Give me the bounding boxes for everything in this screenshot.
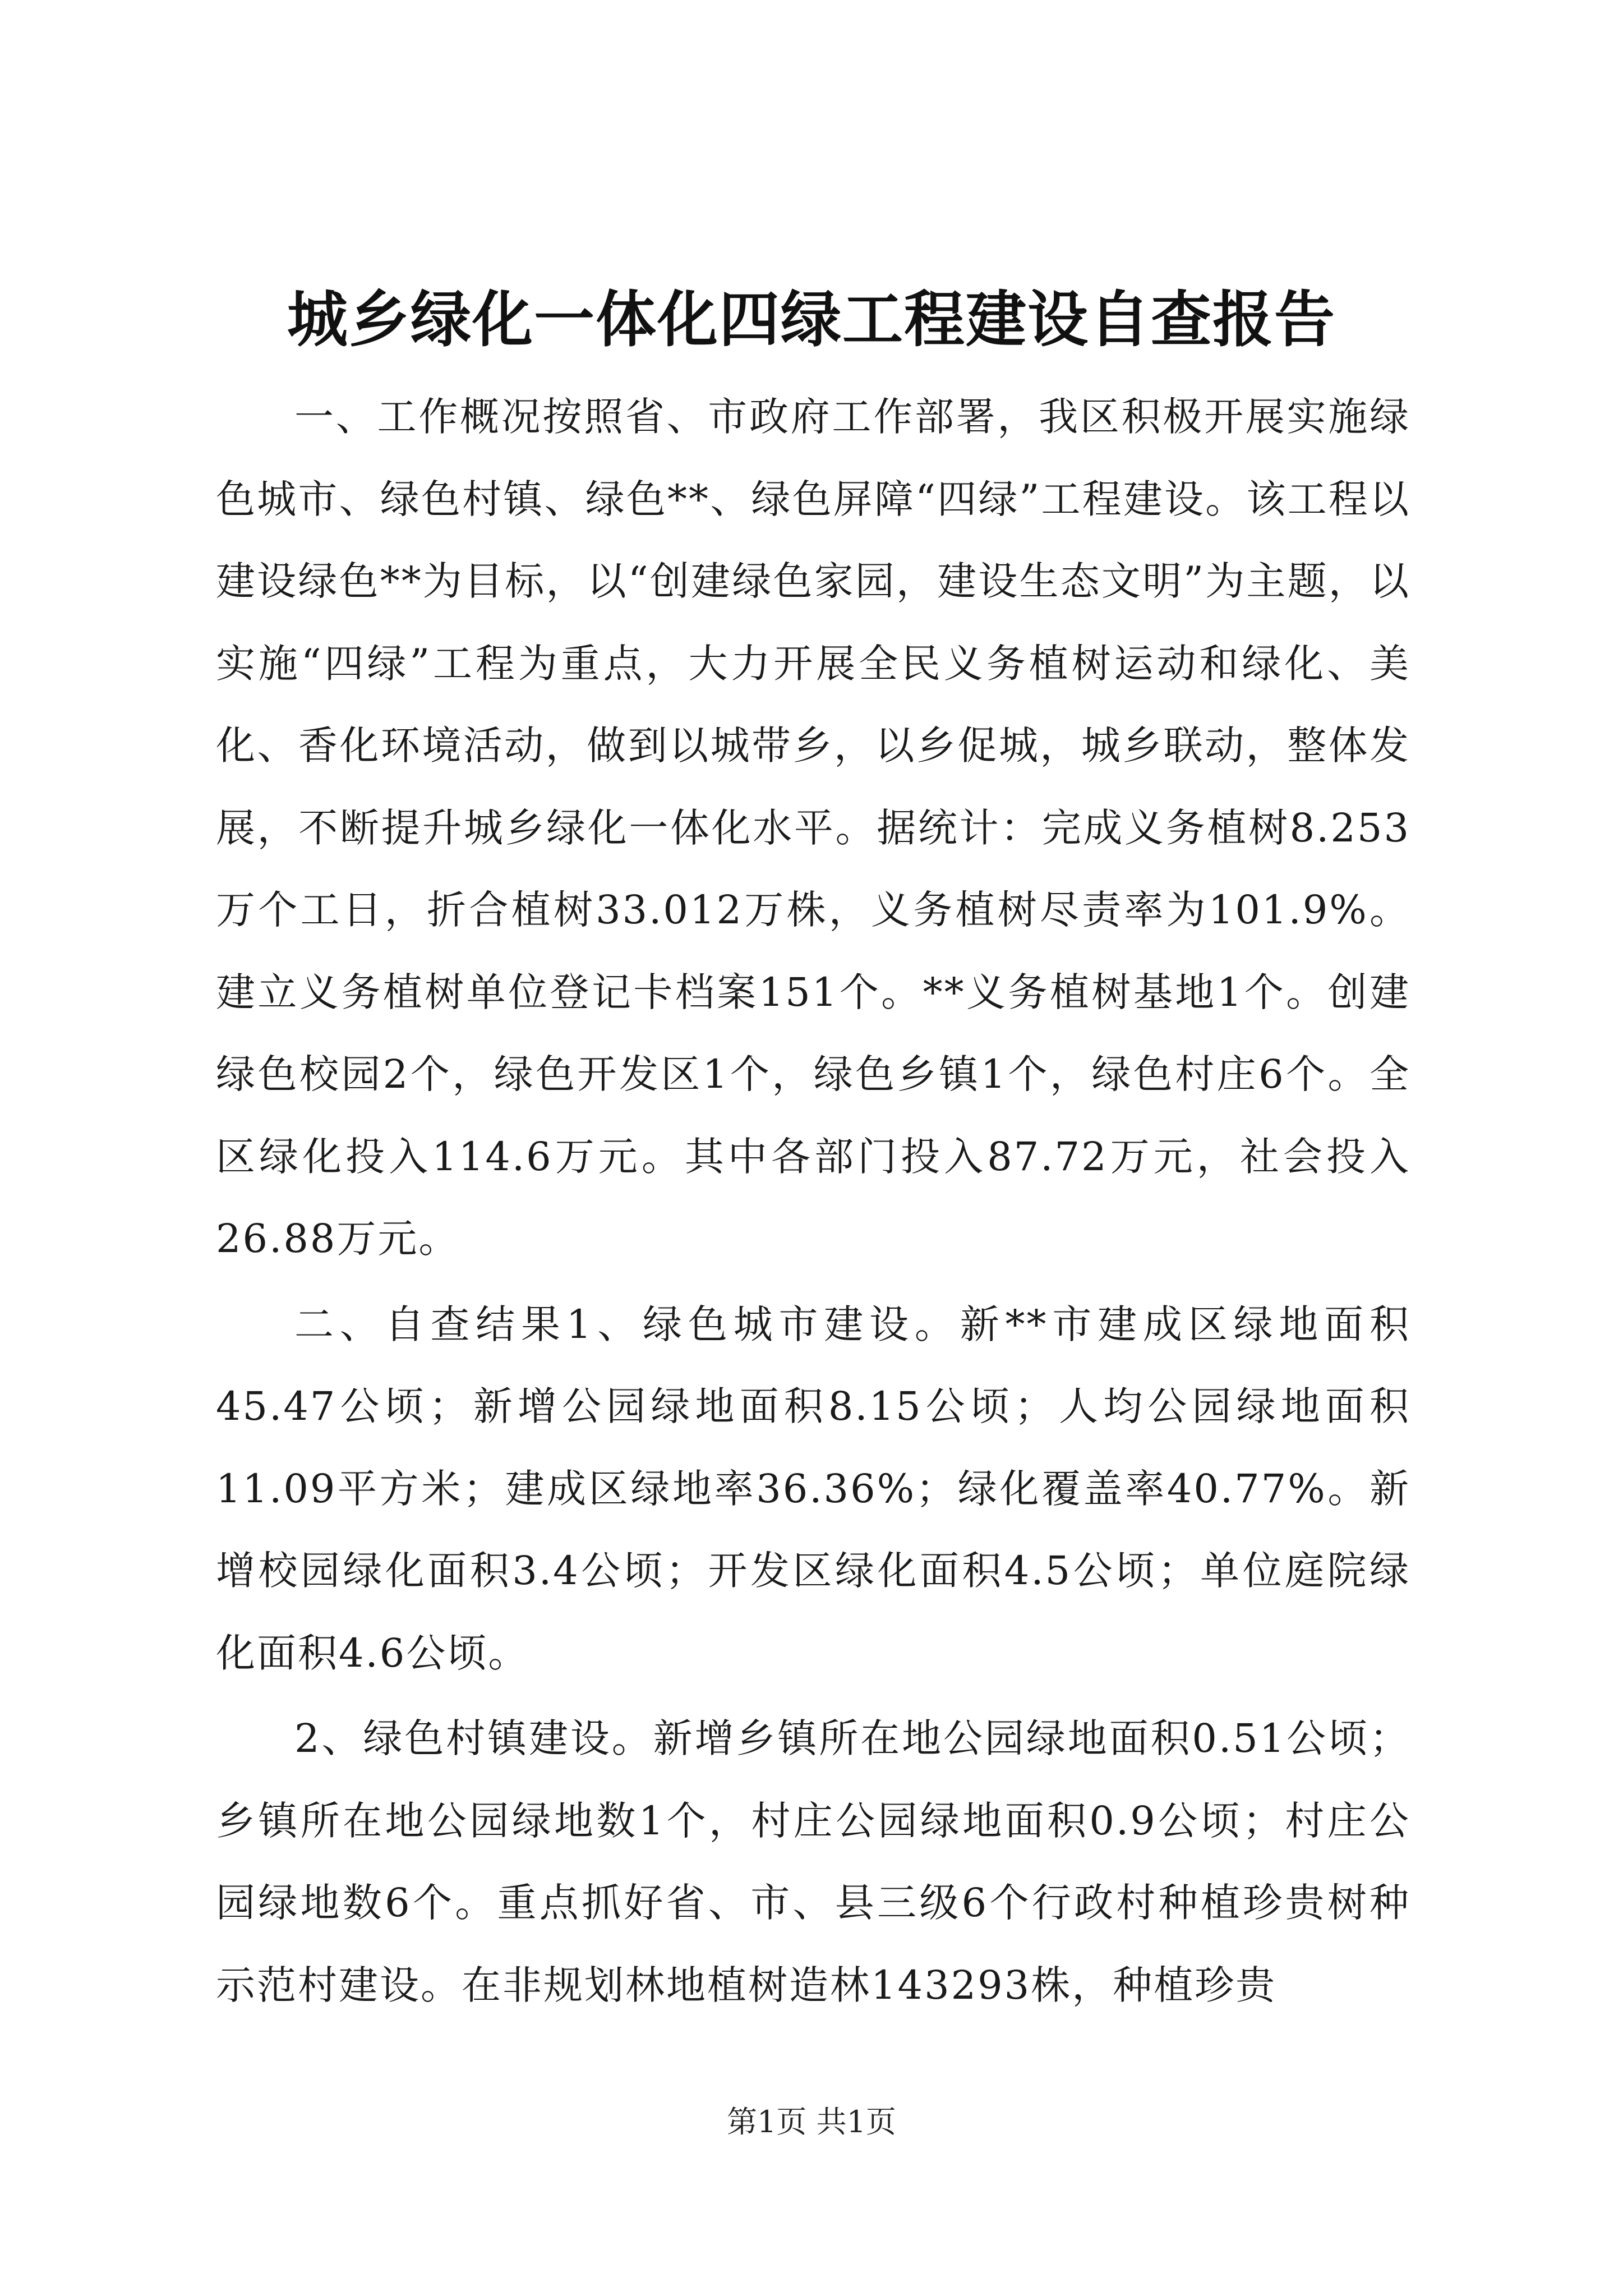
page-number-footer: 第1页 共1页 (727, 2104, 896, 2139)
paragraph-self-check-results: 二、自查结果1、绿色城市建设。新**市建成区绿地面积45.47公顷；新增公园绿地面积8.15公顷；人均公园绿地面积11.09平方米；建成区绿地率36.36%；绿化覆盖率40.77%。新增校园绿化面积3.4公顷；开发区绿化面积4.5公顷；单位庭院绿化面积4.6公顷。 (216, 1301, 1410, 1676)
document-body (216, 376, 1410, 2026)
paragraph-work-overview: 一、工作概况按照省、市政府工作部署，我区积极开展实施绿色城市、绿色村镇、绿色**、绿色屏障“四绿”工程建设。该工程以建设绿色**为目标，以“创建绿色家园，建设生态文明”为主题，以实施“四绿”工程为重点，大力开展全民义务植树运动和绿化、美化、香化环境活动，做到以城带乡，以乡促城，城乡联动，整体发展，不断提升城乡绿化一体化水平。据统计：完成义务植树8.253万个工日，折合植树33.012万株，义务植树尽责率为101.9%。建立义务植树单位登记卡档案151个。**义务植树基地1个。创建绿色校园2个，绿色开发区1个，绿色乡镇1个，绿色村庄6个。全区绿化投入114.6万元。其中各部门投入87.72万元，社会投入26.88万元。 (216, 394, 1410, 1262)
paragraph-green-villages: 2、绿色村镇建设。新增乡镇所在地公园绿地面积0.51公顷；乡镇所在地公园绿地数1个，村庄公园绿地面积0.9公顷；村庄公园绿地数6个。重点抓好省、市、县三级6个行政村种植珍贵树种示范村建设。在非规划林地植树造林143293株，种植珍贵 (216, 1715, 1410, 2008)
document-title: 城乡绿化一体化四绿工程建设自查报告 (287, 284, 1336, 355)
